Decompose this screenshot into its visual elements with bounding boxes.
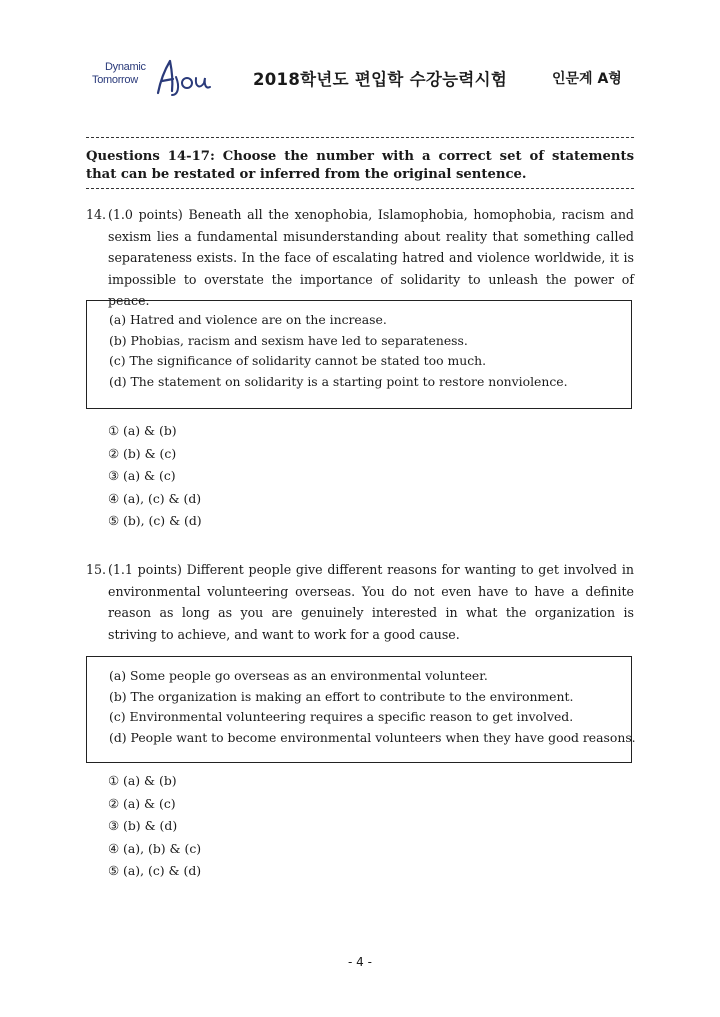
statement-b: (b) The organization is making an effort to contribute to the environment.	[109, 688, 574, 704]
divider-bottom	[86, 188, 634, 189]
statement-d: (d) People want to become environmental volunteers when they have good reasons.	[109, 729, 636, 745]
exam-title: 2018학년도 편입학 수강능력시험	[253, 70, 508, 89]
choice-5[interactable]: ⑤ (a), (c) & (d)	[108, 863, 202, 878]
statement-d: (d) The statement on solidarity is a starting point to restore nonviolence.	[109, 373, 568, 389]
logo-line1: Dynamic	[105, 61, 146, 73]
question-15	[86, 559, 634, 645]
statement-b: (b) Phobias, racism and sexism have led to separateness.	[109, 332, 468, 348]
choice-3[interactable]: ③ (b) & (d)	[108, 818, 178, 833]
answer-choices	[108, 420, 202, 533]
logo-line2: Tomorrow	[92, 74, 138, 86]
statement-a: (a) Some people go overseas as an environmental volunteer.	[109, 668, 488, 683]
statements-box	[86, 656, 636, 763]
choice-1[interactable]: ① (a) & (b)	[108, 423, 177, 438]
choice-2[interactable]: ② (a) & (c)	[108, 795, 176, 811]
choice-3[interactable]: ③ (a) & (c)	[108, 468, 176, 483]
page-number: - 4 -	[348, 955, 372, 969]
question-passage: (1.1 points) Different people give different reasons for wanting to get involved in environmental volunteering overseas. You do not even have to have a definite reason as long as you are genuinely interested in what the organization is striving to achieve, and want to work for a good cause.	[108, 562, 634, 642]
section-instructions: Questions 14-17: Choose the number with a correct set of statements that can be restated or inferred from the original sentence.	[86, 149, 634, 182]
question-14	[86, 204, 634, 312]
divider-top	[86, 137, 634, 138]
question-passage: (1.0 points) Beneath all the xenophobia, Islamophobia, homophobia, racism and sexism lies a fundamental misunderstanding about reality that something called separateness exists. In the face of escalating hatred and violence worldwide, it is impossible to overstate the importance of solidarity to unleash the power of peace.	[108, 207, 634, 308]
choice-2[interactable]: ② (b) & (c)	[108, 445, 177, 461]
statement-c: (c) The significance of solidarity cannot be stated too much.	[109, 353, 487, 368]
question-number: 14.	[86, 207, 107, 222]
statement-c: (c) Environmental volunteering requires a specific reason to get involved.	[109, 709, 574, 724]
answer-choices	[108, 770, 201, 883]
choice-5[interactable]: ⑤ (b), (c) & (d)	[108, 513, 202, 528]
choice-4[interactable]: ④ (a), (c) & (d)	[108, 490, 202, 506]
statements-box	[86, 300, 632, 409]
university-logo	[88, 55, 213, 99]
choice-4[interactable]: ④ (a), (b) & (c)	[108, 840, 202, 856]
statement-a: (a) Hatred and violence are on the increase.	[109, 312, 387, 327]
ajou-script-logo-icon	[156, 57, 212, 97]
exam-type: 인문계 A형	[552, 71, 622, 87]
choice-1[interactable]: ① (a) & (b)	[108, 773, 177, 788]
question-number: 15.	[86, 562, 107, 577]
